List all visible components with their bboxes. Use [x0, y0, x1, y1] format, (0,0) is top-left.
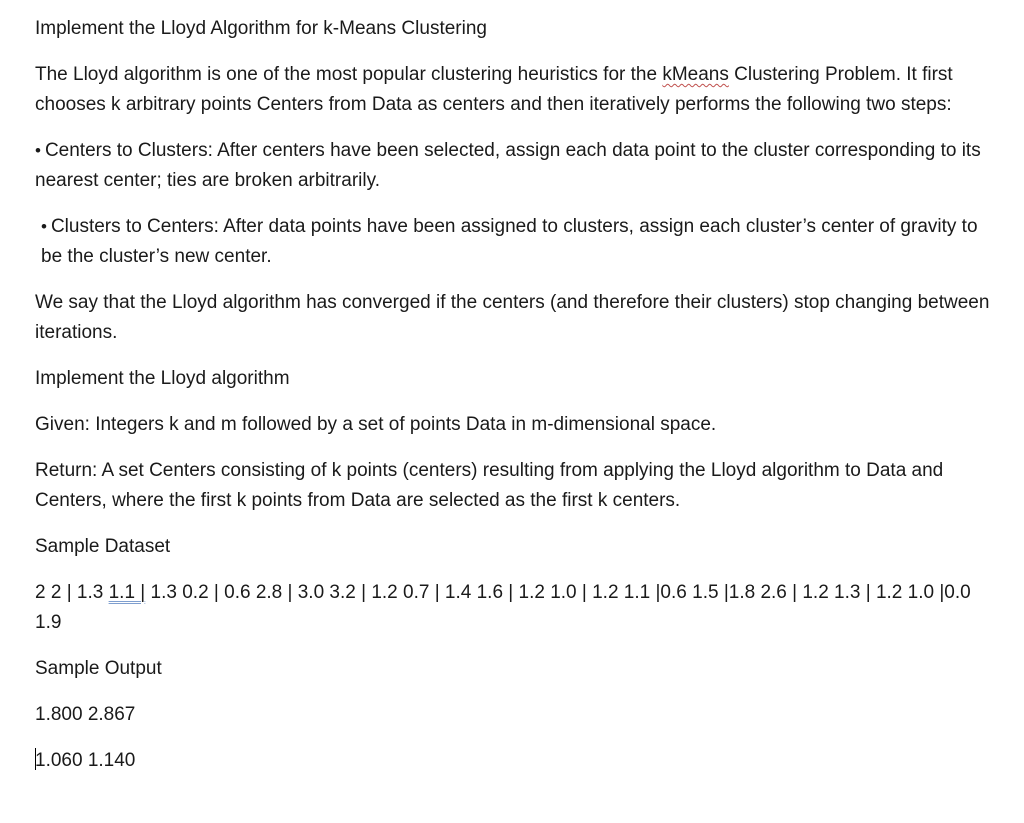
bullet-text: Clusters to Centers: After data points have been assigned to clusters, assign each cluster’s center of gravity to be the cluster’s new center. — [41, 216, 978, 267]
sample-dataset-heading: Sample Dataset — [35, 536, 171, 557]
document-body — [35, 14, 1000, 792]
intro-text-start: The Lloyd algorithm is one of the most popular clustering heuristics for the — [35, 64, 663, 85]
grammar-flagged-text[interactable]: 1.1 | — [108, 582, 146, 603]
bullet-icon: • — [41, 217, 47, 236]
dataset-text-end: 1.3 0.2 | 0.6 2.8 | 3.0 3.2 | 1.2 0.7 | 1.4 1.6 | 1.2 1.0 | 1.2 1.1 |0.6 1.5 |1.8 2.6 | 1.2 1.3 | 1.2 1.0 |0.0 1.9 — [35, 582, 971, 633]
bullet-icon: • — [35, 141, 41, 160]
output-line-2-paragraph[interactable] — [35, 746, 1000, 776]
bullet-text: Centers to Clusters: After centers have been selected, assign each data point to the cluster corresponding to its nearest center; ties are broken arbitrarily. — [35, 140, 981, 191]
converged-paragraph: We say that the Lloyd algorithm has converged if the centers (and therefore their clusters) stop changing between iterations. — [35, 292, 990, 343]
intro-paragraph — [35, 60, 1000, 120]
return-paragraph: Return: A set Centers consisting of k points (centers) resulting from applying the Lloyd algorithm to Data and Centers, where the first k points from Data are selected as the first k centers. — [35, 460, 944, 511]
output-line-1: 1.800 2.867 — [35, 704, 136, 725]
sample-dataset-values — [35, 578, 1000, 638]
intro-text-end: Clustering Problem. It first chooses k arbitrary points Centers from Data as centers and then iteratively performs the following two steps: — [35, 64, 953, 115]
given-paragraph: Given: Integers k and m followed by a set of points Data in m-dimensional space. — [35, 414, 717, 435]
output-line-2: 1.060 1.140 — [35, 750, 136, 771]
document-title: Implement the Lloyd Algorithm for k-Means Clustering — [35, 18, 487, 39]
sample-output-heading: Sample Output — [35, 658, 162, 679]
bullet-clusters-to-centers — [35, 212, 1000, 272]
dataset-text-start: 2 2 | 1.3 — [35, 582, 109, 603]
bullet-centers-to-clusters — [35, 136, 1000, 196]
spellcheck-word[interactable]: kMeans — [662, 64, 729, 85]
implement-paragraph: Implement the Lloyd algorithm — [35, 368, 290, 389]
